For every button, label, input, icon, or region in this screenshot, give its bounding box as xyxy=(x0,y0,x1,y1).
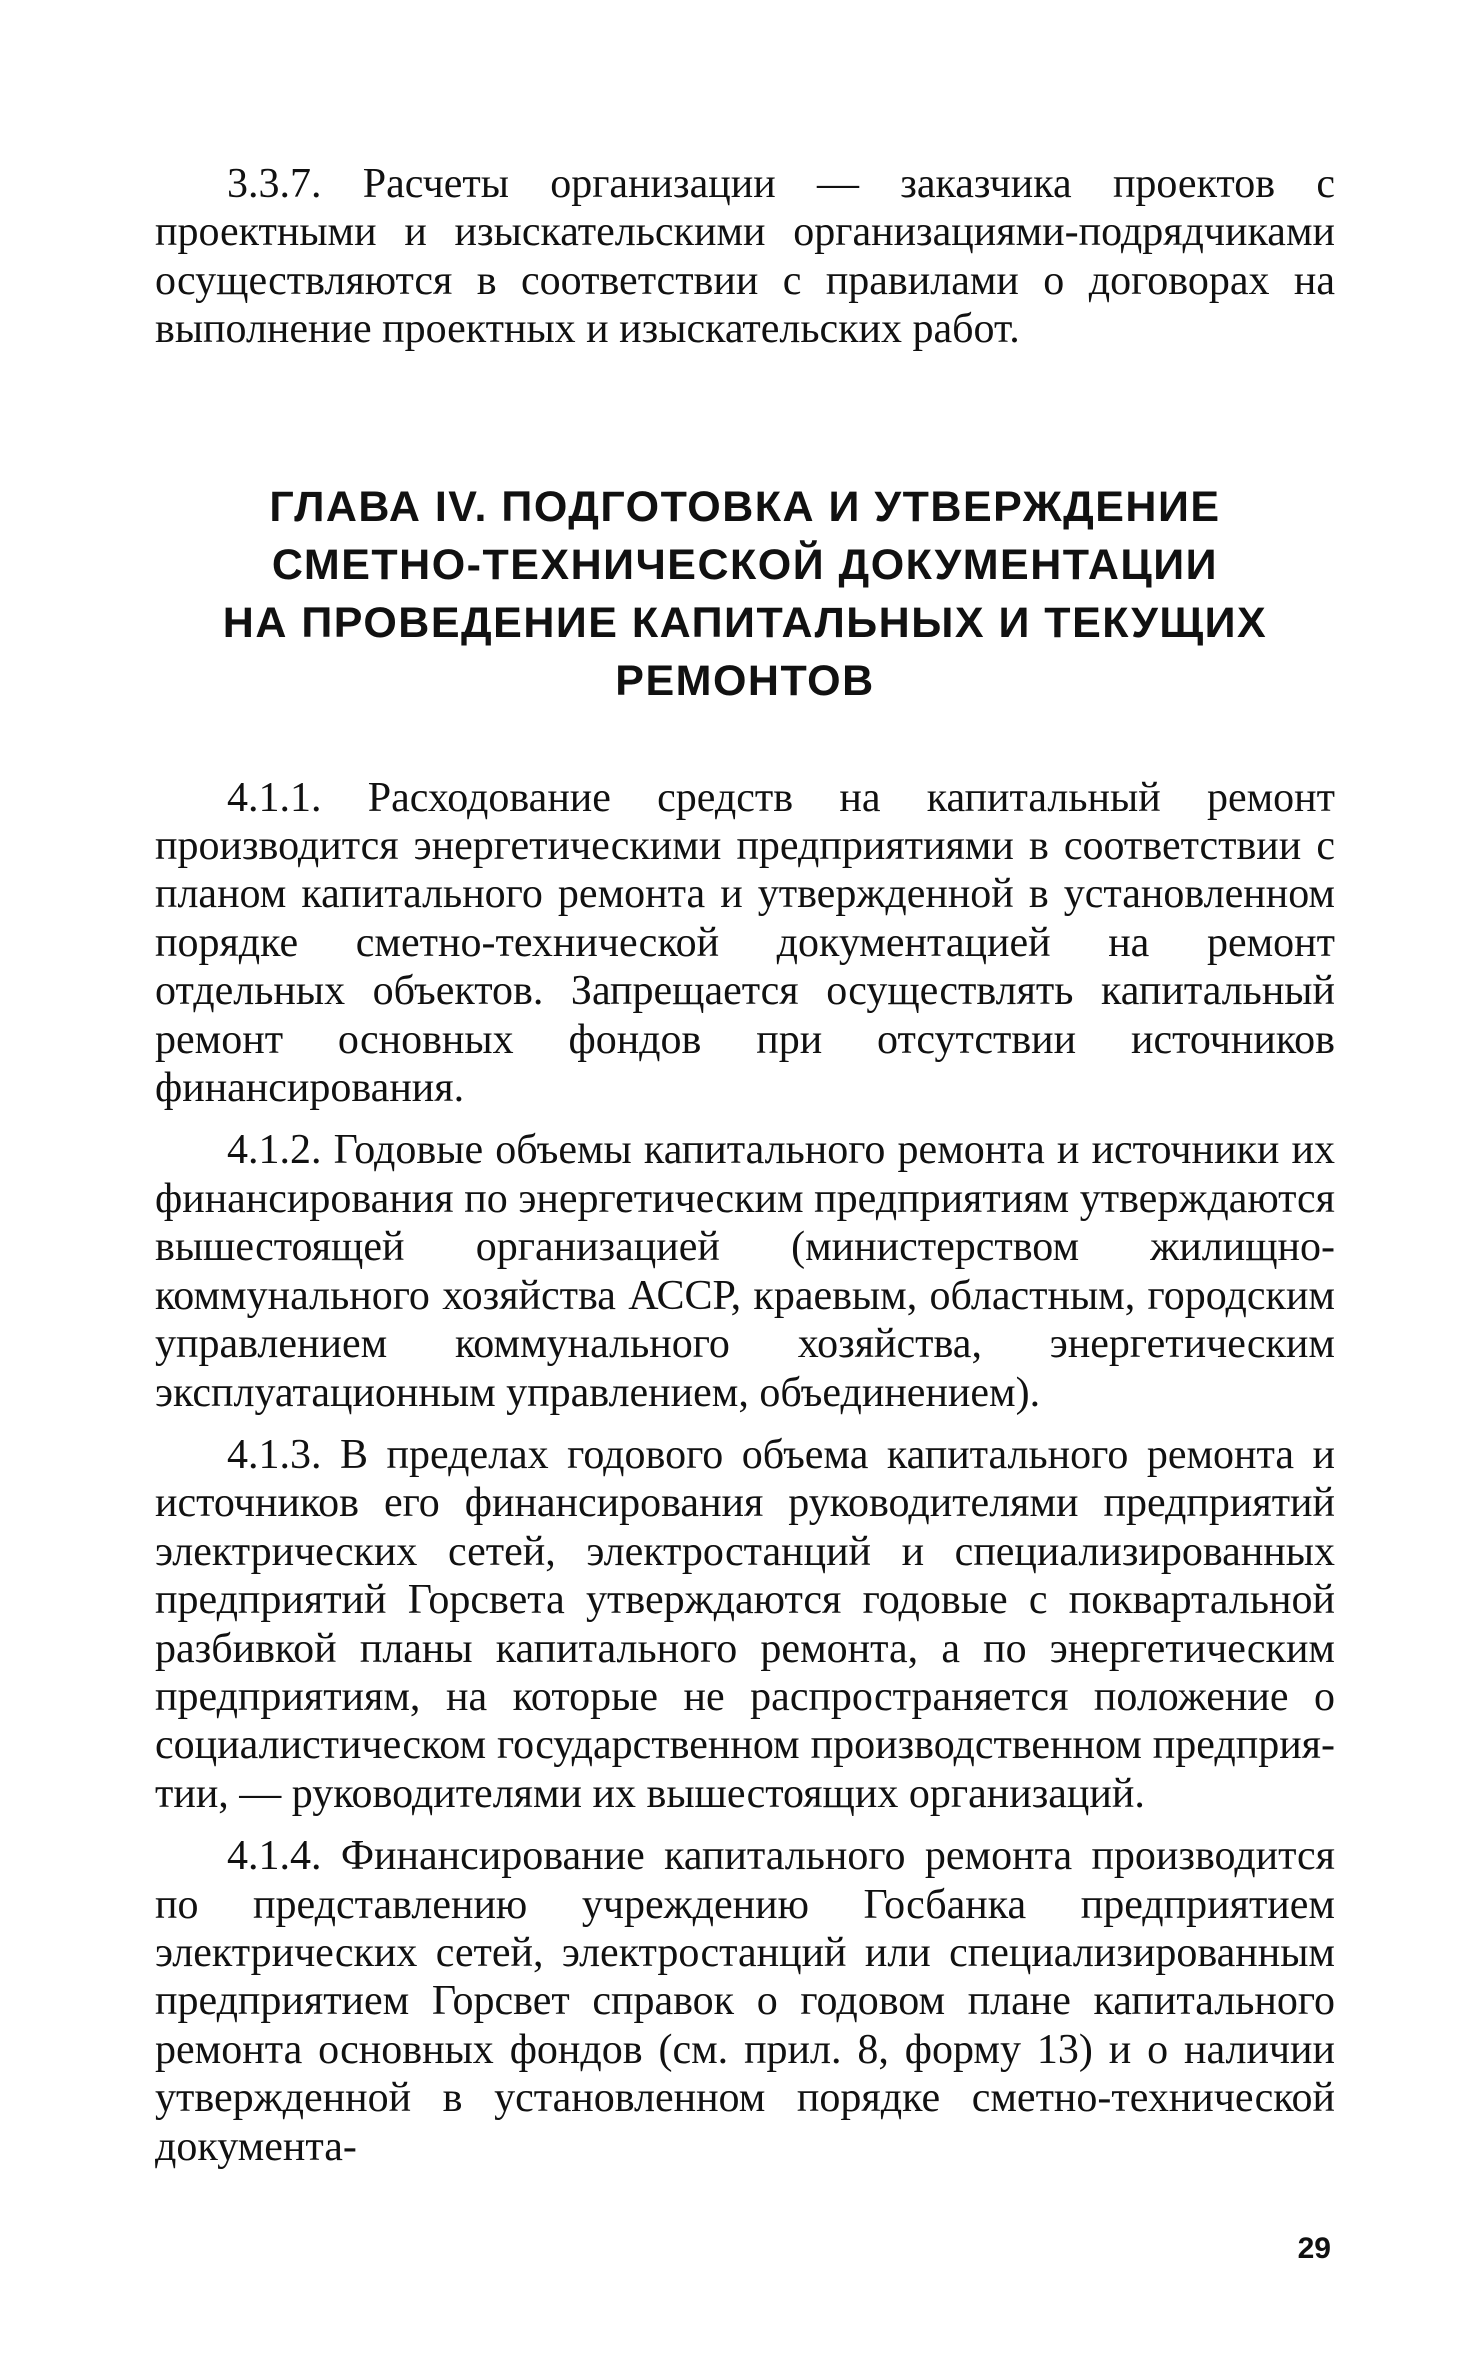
paragraph-4-1-2: 4.1.2. Годовые объемы капитального ремонта и источники их финансирования по энергетическим предприятиям утверждаются вышестоящей организацией (министерством жилищно-коммунального хозяйства АССР, краевым, областным, городским управлением коммунального хозяйства, энергетическим эксплуатационным управлением, объединением). xyxy=(155,1127,1335,1416)
paragraph-3-3-7: 3.3.7. Расчеты организации — заказчика проектов с проектными и изыскательскими организациями-подрядчиками осуществляются в соответствии с правилами о договорах на выполнение проектных и изыскательских работ. xyxy=(155,161,1335,353)
page-number: 29 xyxy=(1297,2232,1331,2265)
paragraph-4-1-4: 4.1.4. Финансирование капитального ремонта производится по представлению учреждению Госбанка предприятием электрических сетей, электростанций или специализированным предприятием Горсвет справок о годовом плане капитального ремонта основных фондов (см. прил. 8, форму 13) и о наличии утвержденной в установленном порядке сметно-технической документа- xyxy=(155,1833,1335,2170)
paragraph-4-1-3: 4.1.3. В пределах годового объема капитального ремонта и источников его финансирования руководителями предприятий электрических сетей, электростанций и специализированных предприятий Горсвета утверждаются годовые с поквартальной разбивкой планы капитального ремонта, а по энергетическим предприятиям, на которые не распространяется положение о социалистическом государственном производственном предприятии, — руководителями их вышестоящих организаций. xyxy=(155,1431,1335,1817)
paragraph-4-1-1: 4.1.1. Расходование средств на капитальный ремонт производится энергетическими предприятиями в соответствии с планом капитального ремонта и утвержденной в установленном порядке сметно-технической документацией на ремонт отдельных объектов. Запрещается осуществлять капитальный ремонт основных фондов при отсутствии источников финансирования. xyxy=(155,774,1335,1112)
chapter-heading-line-1: ГЛАВА IV. ПОДГОТОВКА И УТВЕРЖДЕНИЕ xyxy=(269,482,1221,531)
chapter-heading-line-3: НА ПРОВЕДЕНИЕ КАПИТАЛЬНЫХ И ТЕКУЩИХ xyxy=(222,598,1268,647)
page-body xyxy=(155,160,1335,2171)
chapter-heading-line-4: РЕМОНТОВ xyxy=(615,656,875,705)
chapter-heading xyxy=(155,478,1335,710)
chapter-heading-line-2: СМЕТНО-ТЕХНИЧЕСКОЙ ДОКУМЕНТАЦИИ xyxy=(271,540,1219,589)
